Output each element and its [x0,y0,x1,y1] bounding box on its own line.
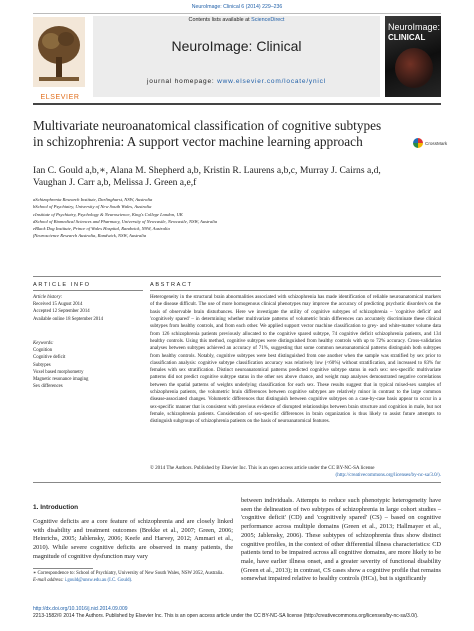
license-link[interactable]: (http://creativecommons.org/licenses/by-nc-sa/3.0/). [335,472,441,478]
crossmark-icon [413,138,423,148]
article-history [33,294,143,323]
journal-reference[interactable]: NeuroImage: Clinical 6 (2014) 229–236 [191,4,283,10]
issn-license-line: 2213-1582/© 2014 The Authors. Published by Elsevier Inc. This is an open access article under the CC BY-NC-SA license (http://creativecommons.org/licenses/by-nc-sa/3.0/). [33,613,419,619]
history-label: Article history: [33,295,63,300]
keyword-item: Cognitive deficit [33,355,66,361]
crossmark-badge[interactable] [413,136,453,150]
abstract-text: Heterogeneity in the structural brain abnormalities associated with schizophrenia has made identification of reliable neuroanatomical markers of the disease difficult. The use of more homogenous clinical phenotypes may improve the accuracy of predicting psychotic disorder/s on the basis of observable brain disturbances. Here we investigate the utility of cognitive subtypes of schizophrenia – 'cognitive deficit' and 'cognitively spared' – in determining whether multivariate patterns of volumetric brain differences can accurately discriminate these clinical subtypes from healthy controls, and from each other. We applied support vector machine classification to grey- and white-matter volume data from 126 schizophrenia patients previously allocated to the cognitive spared subtype, 74 cognitive deficit schizophrenia patients, and 134 healthy controls. Using this method, cognitive subtypes were distinguished from healthy controls with up to 72% accuracy. Cross-validation analyses between subtypes achieved an accuracy of 71%, suggesting that some common neuroanatomical patterns distinguish both subtypes from healthy controls. Notably, cognitive subtypes were best distinguished from one another when the sample was stratified by sex prior to classification analysis: cognitive subtype classification accuracy was relatively low (<60%) without stratification, and increased to 83% for females with sex stratification. Distinct neuroanatomical patterns predicted cognitive subtype status in each sex: sex-specific multivariate patterns did not predict cognitive subtype status in the other sex above chance, and weight map analyses demonstrated negative correlations between the spatial patterns of weights underlying classification for each sex. These results suggest that in typical mixed-sex samples of schizophrenia patients, the volumetric brain differences between cognitive subtypes are relatively minor in contrast to the large common disease-associated changes. Volumetric differences that distinguish between cognitive subtypes on a case-by-case basis appear to occur in a sex-specific manner that is consistent with previous evidence of disrupted relationships between brain structure and cognition in male, but not female, schizophrenia patients. Consideration of sex-specific differences in brain organization is thus likely to assist future attempts to distinguish subgroups of schizophrenia patients on the basis of neuroanatomical features. [150,294,441,425]
homepage-link[interactable]: www.elsevier.com/locate/ynicl [217,78,326,85]
keyword-item: Voxel based morphometry [33,369,84,375]
history-received: Received 15 August 2014 [33,302,83,308]
cover-title-line2: CLINICAL [388,33,426,42]
keyword-item: Subtypes [33,362,51,368]
contents-prefix: Contents lists available at [188,17,252,23]
authors-line-2: Vaughan J. Carr a,b, Melissa J. Green a,e,f [33,177,197,189]
correspondence-address: ∗ Correspondence to: School of Psychiatry, University of New South Wales, NSW 2052, Australia. [33,571,224,576]
affiliation-item: eBlack Dog Institute, Prince of Wales Hospital, Randwick, NSW, Australia [33,226,170,232]
introduction-text-right: between individuals. Attempts to reduce such phenotypic heterogeneity have seen the delineation of two subtypes of schizophrenia in large cohort studies – 'cognitive deficit' (CD) and 'cognitively spared' (CS) – based on cognitive performance across multiple domains (Green et al., 2013; Hallmayer et al., 2005; Jablensky, 2006). These subtypes of schizophrenia thus show distinct cognitive profiles, in the context of other differential illness characteristics: CD patients tend to be impaired across all cognitive domains, are more likely to be male, have earlier illness onset, and a greater severity of functional disability (Green et al., 2013); in contrast, CS cases show a cognitive profile that remains somewhat impaired relative to healthy controls (HCs), but is significantly [241,497,441,583]
introduction-text-left: Cognitive deficits are a core feature of schizophrenia and are closely linked with disability and treatment outcomes (Brekke et al., 2007; Green, 2006; Heinrichs, 2005; Jablensky, 2006; Keefe and Harvey, 2012; Ammari et al., 2010). While severe cognitive deficits are observed in many patients, the magnitude of cognitive dysfunction may vary [33,518,233,560]
keyword-item: Sex differences [33,384,63,390]
article-info-divider [33,290,143,291]
history-online: Available online 18 September 2014 [33,316,103,322]
article-title: Multivariate neuroanatomical classification of cognitive subtypes in schizophrenia: A support vector machine learning approach [33,118,382,149]
author-list [33,165,433,190]
journal-masthead [33,13,441,105]
footnote-divider [33,568,93,569]
email-line [33,578,233,585]
keyword-item: Cognition [33,348,53,354]
email-label: E-mail address: [33,577,65,583]
email-link[interactable]: i.gould@unsw.edu.au (I.C. Gould). [64,577,133,583]
sciencedirect-link[interactable]: ScienceDirect [251,17,285,23]
brain-image-icon [395,48,433,88]
keyword-item: Magnetic resonance imaging [33,377,89,383]
authors-line-1: Ian C. Gould a,b,∗, Alana M. Shepherd a,b, Kristin R. Laurens a,b,c, Murray J. Cairns a,d, [33,165,381,176]
abstract-heading: ABSTRACT [150,282,193,288]
keywords-label: Keywords: [33,341,54,346]
contents-line [93,17,380,23]
journal-title: NeuroImage: Clinical [171,38,302,54]
publisher-name: ELSEVIER [40,94,80,101]
correspondence-footnote [33,571,233,585]
abstract-divider [150,290,441,291]
journal-homepage [93,78,380,85]
history-accepted: Accepted 12 September 2014 [33,309,90,315]
affiliation-item: cInstitute of Psychiatry, Psychology & Neuroscience, King's College London, UK [33,211,183,217]
introduction-heading: 1. Introduction [33,504,79,511]
copyright-notice: © 2014 The Authors. Published by Elsevier Inc. This is an open access article under the CC BY-NC-SA license [150,465,375,471]
section-divider [33,482,441,483]
homepage-prefix: journal homepage: [147,78,218,85]
affiliation-item: fNeuroscience Research Australia, Randwick, NSW, Australia [33,233,147,239]
article-info-heading: ARTICLE INFO [33,282,91,288]
crossmark-label: CrossMark [425,140,448,146]
affiliation-list [33,196,433,240]
masthead-centre [93,16,380,97]
cover-title-line1: NeuroImage: [388,22,441,32]
section-divider [33,276,441,277]
keyword-list [33,340,143,390]
elsevier-tree-logo [33,17,85,87]
affiliation-item: aSchizophrenia Research Institute, Darlinghurst, NSW, Australia [33,197,153,202]
affiliation-item: dSchool of Biomedical Sciences and Pharmacy, University of Newcastle, Newcastle, NSW, Australia [33,218,218,224]
affiliation-item: bSchool of Psychiatry, University of New South Wales, Australia [33,204,152,210]
doi-link[interactable]: http://dx.doi.org/10.1016/j.nicl.2014.09.009 [33,606,128,612]
journal-cover-thumbnail [385,16,441,97]
